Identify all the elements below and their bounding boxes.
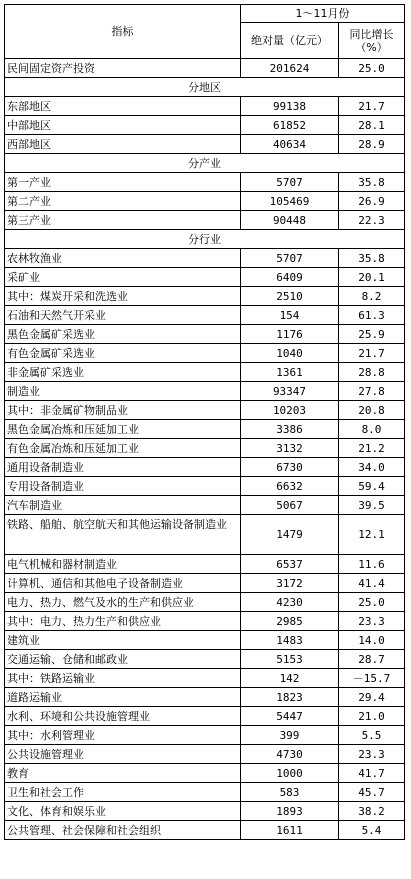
table-row — [5, 821, 405, 840]
table-row — [5, 211, 405, 230]
row-growth-value: 20.1 — [339, 268, 405, 287]
investment-table — [4, 4, 405, 840]
row-label: 农林牧渔业 — [5, 249, 241, 268]
row-absolute-value: 93347 — [241, 382, 339, 401]
table-row — [5, 59, 405, 78]
row-absolute-value: 399 — [241, 726, 339, 745]
row-absolute-value: 1823 — [241, 688, 339, 707]
header-growth-label: 同比增长 — [349, 27, 394, 41]
section-row — [5, 78, 405, 97]
row-growth-value: 25.9 — [339, 325, 405, 344]
table-row — [5, 344, 405, 363]
row-growth-value: －15.7 — [339, 669, 405, 688]
table-row — [5, 173, 405, 192]
row-growth-value: 21.7 — [339, 344, 405, 363]
table-row — [5, 401, 405, 420]
row-growth-value: 14.0 — [339, 631, 405, 650]
row-label: 电力、热力、燃气及水的生产和供应业 — [5, 593, 241, 612]
row-absolute-value: 154 — [241, 306, 339, 325]
row-label: 电气机械和器材制造业 — [5, 555, 241, 574]
row-growth-value: 27.8 — [339, 382, 405, 401]
table-row — [5, 135, 405, 154]
row-label: 计算机、通信和其他电子设备制造业 — [5, 574, 241, 593]
table-row — [5, 707, 405, 726]
row-absolute-value: 4730 — [241, 745, 339, 764]
row-absolute-value: 1361 — [241, 363, 339, 382]
section-label: 分产业 — [5, 154, 405, 173]
table-row — [5, 287, 405, 306]
table-row — [5, 631, 405, 650]
header-indicator: 指标 — [5, 5, 241, 59]
row-absolute-value: 1000 — [241, 764, 339, 783]
row-absolute-value: 5067 — [241, 496, 339, 515]
row-label: 有色金属冶炼和压延加工业 — [5, 439, 241, 458]
table-row — [5, 764, 405, 783]
row-absolute-value: 201624 — [241, 59, 339, 78]
table-row — [5, 192, 405, 211]
header-row-top — [5, 5, 405, 23]
row-label: 其中：非金属矿物制品业 — [5, 401, 241, 420]
row-growth-value: 21.7 — [339, 97, 405, 116]
row-label: 道路运输业 — [5, 688, 241, 707]
row-growth-value: 45.7 — [339, 783, 405, 802]
row-label: 制造业 — [5, 382, 241, 401]
row-growth-value: 5.5 — [339, 726, 405, 745]
row-label: 水利、环境和公共设施管理业 — [5, 707, 241, 726]
row-label: 第三产业 — [5, 211, 241, 230]
row-absolute-value: 5707 — [241, 173, 339, 192]
row-growth-value: 28.9 — [339, 135, 405, 154]
row-label: 中部地区 — [5, 116, 241, 135]
row-growth-value: 23.3 — [339, 745, 405, 764]
row-absolute-value: 6537 — [241, 555, 339, 574]
row-growth-value: 8.2 — [339, 287, 405, 306]
row-absolute-value: 5707 — [241, 249, 339, 268]
table-row — [5, 802, 405, 821]
section-label: 分行业 — [5, 230, 405, 249]
row-growth-value: 23.3 — [339, 612, 405, 631]
header-absolute: 绝对量（亿元） — [241, 23, 339, 59]
section-label: 分地区 — [5, 78, 405, 97]
table-row — [5, 458, 405, 477]
row-growth-value: 26.9 — [339, 192, 405, 211]
row-growth-value: 21.0 — [339, 707, 405, 726]
row-absolute-value: 10203 — [241, 401, 339, 420]
table-row — [5, 116, 405, 135]
table-row — [5, 439, 405, 458]
row-label: 民间固定资产投资 — [5, 59, 241, 78]
row-growth-value: 28.8 — [339, 363, 405, 382]
row-growth-value: 12.1 — [339, 515, 405, 555]
table-row — [5, 515, 405, 555]
row-absolute-value: 5447 — [241, 707, 339, 726]
row-absolute-value: 105469 — [241, 192, 339, 211]
row-growth-value: 35.8 — [339, 249, 405, 268]
row-growth-value: 59.4 — [339, 477, 405, 496]
row-label: 黑色金属矿采选业 — [5, 325, 241, 344]
row-absolute-value: 1176 — [241, 325, 339, 344]
section-row — [5, 154, 405, 173]
row-label: 公共管理、社会保障和社会组织 — [5, 821, 241, 840]
table-row — [5, 650, 405, 669]
row-absolute-value: 6409 — [241, 268, 339, 287]
row-label: 东部地区 — [5, 97, 241, 116]
row-label: 汽车制造业 — [5, 496, 241, 515]
table-row — [5, 612, 405, 631]
row-absolute-value: 3172 — [241, 574, 339, 593]
row-absolute-value: 40634 — [241, 135, 339, 154]
row-absolute-value: 6632 — [241, 477, 339, 496]
row-absolute-value: 1893 — [241, 802, 339, 821]
row-growth-value: 29.4 — [339, 688, 405, 707]
row-growth-value: 28.1 — [339, 116, 405, 135]
table-row — [5, 688, 405, 707]
row-growth-value: 38.2 — [339, 802, 405, 821]
row-absolute-value: 2510 — [241, 287, 339, 306]
table-row — [5, 249, 405, 268]
row-growth-value: 11.6 — [339, 555, 405, 574]
table-row — [5, 593, 405, 612]
row-label: 其中：电力、热力生产和供应业 — [5, 612, 241, 631]
row-absolute-value: 583 — [241, 783, 339, 802]
row-absolute-value: 61852 — [241, 116, 339, 135]
row-label: 第一产业 — [5, 173, 241, 192]
row-label: 建筑业 — [5, 631, 241, 650]
row-absolute-value: 142 — [241, 669, 339, 688]
table-body — [5, 59, 405, 840]
table-row — [5, 363, 405, 382]
table-row — [5, 477, 405, 496]
row-growth-value: 61.3 — [339, 306, 405, 325]
table-row — [5, 382, 405, 401]
row-growth-value: 21.2 — [339, 439, 405, 458]
row-label: 卫生和社会工作 — [5, 783, 241, 802]
table-row — [5, 555, 405, 574]
row-label: 交通运输、仓储和邮政业 — [5, 650, 241, 669]
row-growth-value: 34.0 — [339, 458, 405, 477]
row-absolute-value: 3386 — [241, 420, 339, 439]
header-period: 1～11月份 — [241, 5, 405, 23]
row-absolute-value: 3132 — [241, 439, 339, 458]
row-growth-value: 5.4 — [339, 821, 405, 840]
row-label: 石油和天然气开采业 — [5, 306, 241, 325]
row-label: 其中：铁路运输业 — [5, 669, 241, 688]
row-label: 西部地区 — [5, 135, 241, 154]
row-label: 文化、体育和娱乐业 — [5, 802, 241, 821]
row-absolute-value: 1483 — [241, 631, 339, 650]
table-row — [5, 306, 405, 325]
header-growth-unit: （%） — [355, 40, 388, 54]
table-row — [5, 268, 405, 287]
row-label: 专用设备制造业 — [5, 477, 241, 496]
row-label: 通用设备制造业 — [5, 458, 241, 477]
row-growth-value: 25.0 — [339, 59, 405, 78]
row-absolute-value: 1611 — [241, 821, 339, 840]
header-growth — [339, 23, 405, 59]
row-absolute-value: 90448 — [241, 211, 339, 230]
statistics-table-container — [4, 4, 405, 840]
row-label: 采矿业 — [5, 268, 241, 287]
row-growth-value: 39.5 — [339, 496, 405, 515]
row-label: 有色金属矿采选业 — [5, 344, 241, 363]
row-absolute-value: 99138 — [241, 97, 339, 116]
row-label: 黑色金属冶炼和压延加工业 — [5, 420, 241, 439]
table-row — [5, 496, 405, 515]
row-label: 非金属矿采选业 — [5, 363, 241, 382]
row-absolute-value: 4230 — [241, 593, 339, 612]
section-row — [5, 230, 405, 249]
table-row — [5, 669, 405, 688]
row-label: 其中：水利管理业 — [5, 726, 241, 745]
row-absolute-value: 5153 — [241, 650, 339, 669]
row-growth-value: 25.0 — [339, 593, 405, 612]
table-row — [5, 420, 405, 439]
table-row — [5, 783, 405, 802]
table-row — [5, 325, 405, 344]
row-absolute-value: 1479 — [241, 515, 339, 555]
row-absolute-value: 2985 — [241, 612, 339, 631]
row-absolute-value: 1040 — [241, 344, 339, 363]
table-row — [5, 574, 405, 593]
row-growth-value: 22.3 — [339, 211, 405, 230]
row-absolute-value: 6730 — [241, 458, 339, 477]
row-label: 其中：煤炭开采和洗选业 — [5, 287, 241, 306]
table-row — [5, 726, 405, 745]
row-growth-value: 8.0 — [339, 420, 405, 439]
table-row — [5, 97, 405, 116]
row-label: 公共设施管理业 — [5, 745, 241, 764]
table-row — [5, 745, 405, 764]
row-label: 铁路、船舶、航空航天和其他运输设备制造业 — [5, 515, 241, 555]
row-growth-value: 41.4 — [339, 574, 405, 593]
row-label: 第二产业 — [5, 192, 241, 211]
row-label: 教育 — [5, 764, 241, 783]
row-growth-value: 35.8 — [339, 173, 405, 192]
row-growth-value: 41.7 — [339, 764, 405, 783]
row-growth-value: 28.7 — [339, 650, 405, 669]
row-growth-value: 20.8 — [339, 401, 405, 420]
